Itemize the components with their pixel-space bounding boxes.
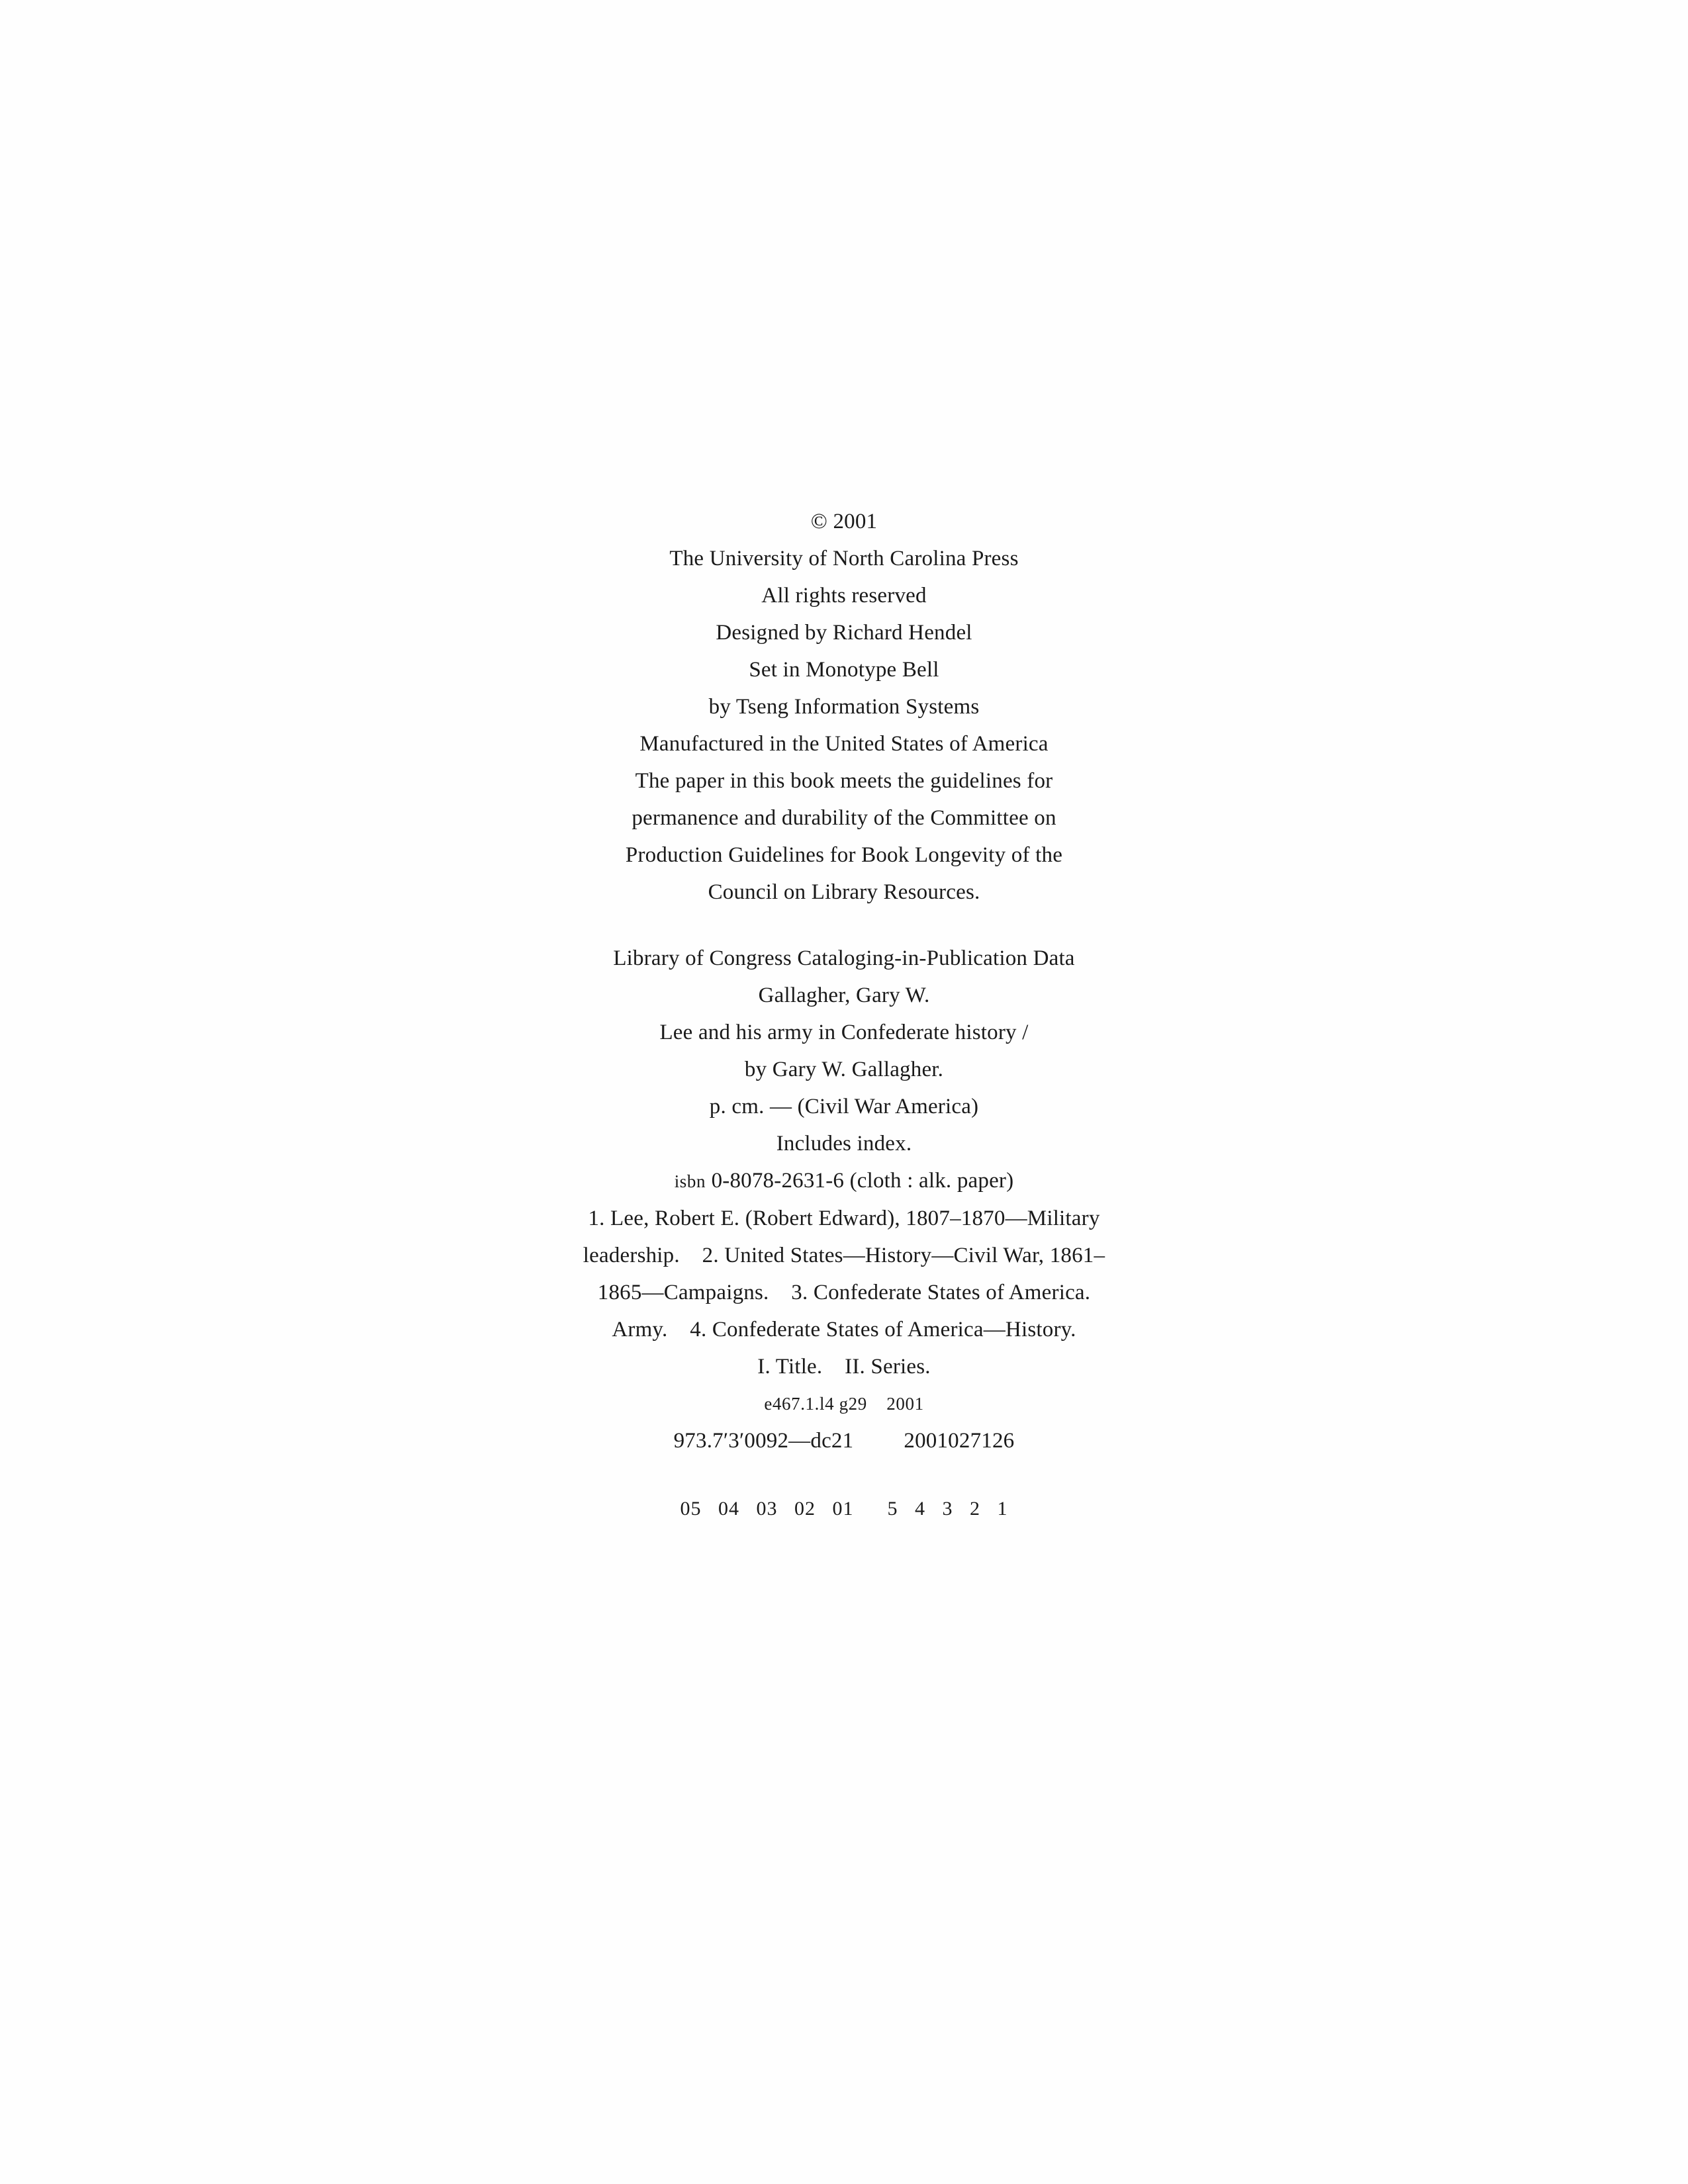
paper-line-4: Council on Library Resources. — [708, 880, 980, 904]
copyright-line: © 2001 — [810, 510, 878, 533]
rights-line: All rights reserved — [761, 584, 927, 608]
paper-line-2: permanence and durability of the Committee on — [632, 806, 1056, 830]
isbn-value — [706, 1169, 711, 1193]
printers-key-gap — [854, 1498, 888, 1520]
printers-key-years: 05 04 03 02 01 — [680, 1498, 854, 1520]
manufacture-line: Manufactured in the United States of America — [639, 732, 1049, 756]
isbn-label: isbn — [674, 1171, 706, 1191]
cip-subject-4: Army. 4. Confederate States of America—History. — [612, 1318, 1076, 1342]
paper-line-1: The paper in this book meets the guidelines for — [635, 769, 1053, 793]
cip-data-block — [447, 940, 1241, 1459]
cip-subject-3: 1865—Campaigns. 3. Confederate States of America. — [597, 1281, 1091, 1304]
typesetter-line: by Tseng Information Systems — [708, 695, 980, 719]
cip-note: Includes index. — [776, 1132, 912, 1156]
paper-line-3: Production Guidelines for Book Longevity of the — [625, 843, 1063, 867]
cip-dewey-number: 973.7′3′0092—dc21 2001027126 — [673, 1429, 1015, 1453]
cip-heading: Library of Congress Cataloging-in-Publication Data — [613, 946, 1075, 970]
printers-key-block — [447, 1492, 1241, 1525]
cip-series: p. cm. — (Civil War America) — [709, 1095, 979, 1118]
cip-subject-2: leadership. 2. United States—History—Civil War, 1861– — [583, 1244, 1105, 1267]
designer-line: Designed by Richard Hendel — [716, 621, 972, 645]
copyright-notice-block — [480, 503, 1208, 911]
cip-statement-of-responsibility: by Gary W. Gallagher. — [744, 1058, 944, 1081]
cip-added-entries: I. Title. II. Series. — [757, 1355, 931, 1379]
printers-key — [447, 1492, 1241, 1525]
cip-subject-1: 1. Lee, Robert E. (Robert Edward), 1807–1870—Military — [588, 1206, 1100, 1230]
cip-isbn-line — [447, 1162, 1241, 1200]
cip-author: Gallagher, Gary W. — [758, 983, 930, 1007]
isbn-number: 0-8078-2631-6 (cloth : alk. paper) — [711, 1169, 1014, 1193]
publisher-line: The University of North Carolina Press — [669, 547, 1019, 570]
cip-title: Lee and his army in Confederate history / — [659, 1021, 1029, 1044]
printers-key-impressions: 5 4 3 2 1 — [887, 1498, 1008, 1520]
cip-call-number: e467.1.l4 g29 2001 — [764, 1394, 924, 1414]
typeface-line: Set in Monotype Bell — [749, 658, 939, 682]
